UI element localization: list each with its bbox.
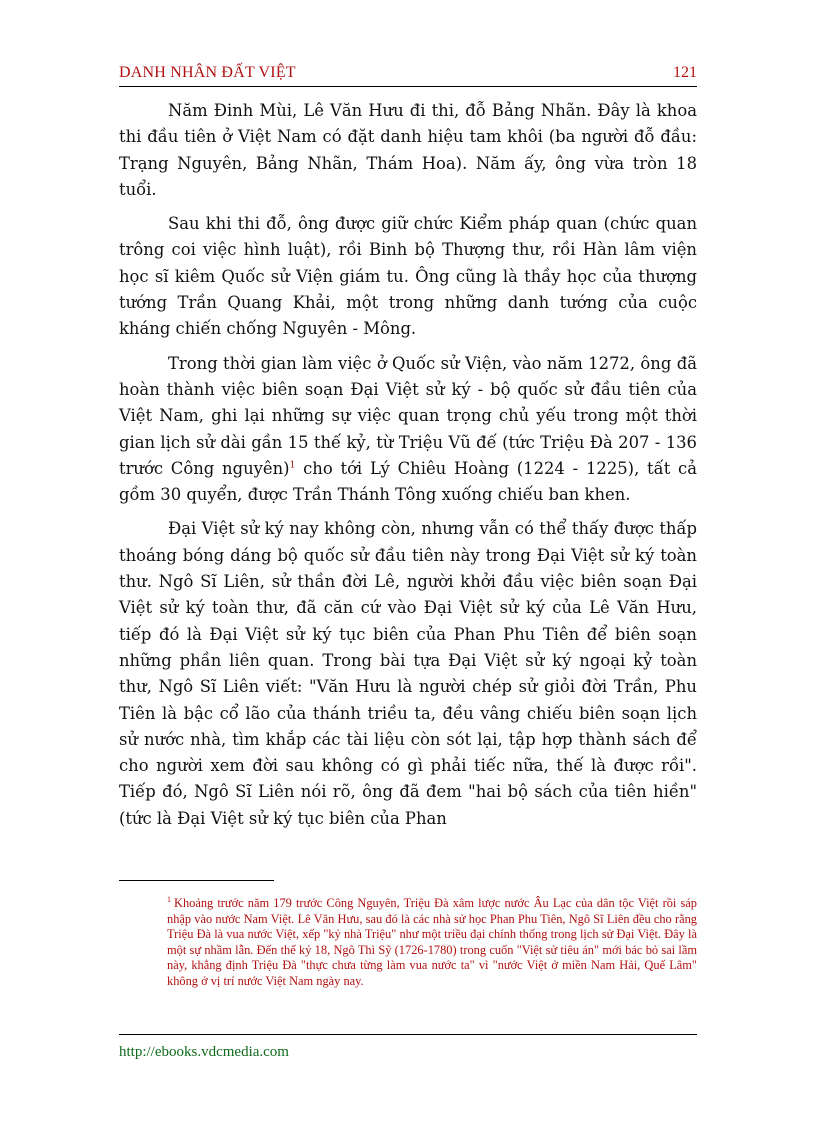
footnote-divider [119, 880, 274, 881]
paragraph-3 [119, 351, 697, 509]
footnote-reference[interactable]: 1 [289, 460, 296, 471]
footer-link[interactable]: http://ebooks.vdcmedia.com [119, 1044, 289, 1060]
paragraph-2: Sau khi thi đỗ, ông được giữ chức Kiểm pháp quan (chức quan trông coi việc hình luật), rồi Binh bộ Thượng thư, rồi Hàn lâm viện học sĩ kiêm Quốc sử Viện giám tu. Ông cũng là thầy học của thượng tướng Trần Quang Khải, một trong những danh tướng của cuộc kháng chiến chống Nguyên - Mông. [119, 214, 697, 339]
main-text [119, 98, 697, 840]
paragraph-3-text-a: Trong thời gian làm việc ở Quốc sử Viện, vào năm 1272, ông đã hoàn thành việc biên soạn Đại Việt sử ký - bộ quốc sử đầu tiên của Việt Nam, ghi lại những sự việc quan trọng chủ yếu trong một thời gian lịch sử dài gần 15 thế kỷ, từ Triệu Vũ đế (tức Triệu Đà 207 - 136 trước Công nguyên) [119, 353, 697, 478]
paragraph-1: Năm Đinh Mùi, Lê Văn Hưu đi thi, đỗ Bảng Nhãn. Đây là khoa thi đầu tiên ở Việt Nam có đặt danh hiệu tam khôi (ba người đỗ đầu: Trạng Nguyên, Bảng Nhãn, Thám Hoa). Năm ấy, ông vừa tròn 18 tuổi. [119, 101, 697, 199]
paragraph-4: Đại Việt sử ký nay không còn, nhưng vẫn có thể thấy được thấp thoáng bóng dáng bộ quốc sử đầu tiên này trong Đại Việt sử ký toàn thư. Ngô Sĩ Liên, sử thần đời Lê, người khởi đầu việc biên soạn Đại Việt sử ký toàn thư, đã căn cứ vào Đại Việt sử ký của Lê Văn Hưu, tiếp đó là Đại Việt sử ký tục biên của Phan Phu Tiên để biên soạn những phần liên quan. Trong bài tựa Đại Việt sử ký ngoại kỷ toàn thư, Ngô Sĩ Liên viết: "Văn Hưu là người chép sử giỏi đời Trần, Phu Tiên là bậc cổ lão của thánh triều ta, đều vâng chiếu biên soạn lịch sử nước nhà, tìm khắp các tài liệu còn sót lại, tập hợp thành sách để cho người xem đời sau không có gì phải tiếc nữa, thế là được rồi". Tiếp đó, Ngô Sĩ Liên nói rõ, ông đã đem "hai bộ sách của tiên hiền" (tức là Đại Việt sử ký tục biên của Phan [119, 519, 697, 828]
running-title: DANH NHÂN ĐẤT VIỆT [119, 64, 296, 81]
paragraph-3-text-b: cho tới Lý Chiêu Hoàng (1224 - 1225), tất cả gồm 30 quyển, được Trần Thánh Tông xuống chiếu ban khen. [119, 458, 698, 505]
footnote [167, 896, 697, 990]
page-number: 121 [673, 64, 697, 81]
footer-divider [119, 1034, 697, 1035]
footnote-text: Khoảng trước năm 179 trước Công Nguyên, Triệu Đà xâm lược nước Âu Lạc của dân tộc Việt rồi sáp nhập vào nước Nam Việt. Lê Văn Hưu, sau đó là các nhà sử học Phan Phu Tiên, Ngô Sĩ Liên đều cho rằng Triệu Đà là vua nước Việt, xếp "kỷ nhà Triệu" như một triều đại chính thống trong lịch sử Đại Việt. Đây là một sự nhầm lẫn. Đến thế kỷ 18, Ngô Thì Sỹ (1726-1780) trong cuốn "Việt sử tiêu án" mới bác bỏ sai lầm này, khẳng định Triệu Đà "thực chưa từng làm vua nước ta" vì "nước Việt ở miền Nam Hải, Quế Lâm" không ở vị trí nước Việt Nam ngày nay. [167, 896, 697, 988]
page-header [119, 62, 697, 87]
footnote-number: 1 [167, 894, 171, 904]
